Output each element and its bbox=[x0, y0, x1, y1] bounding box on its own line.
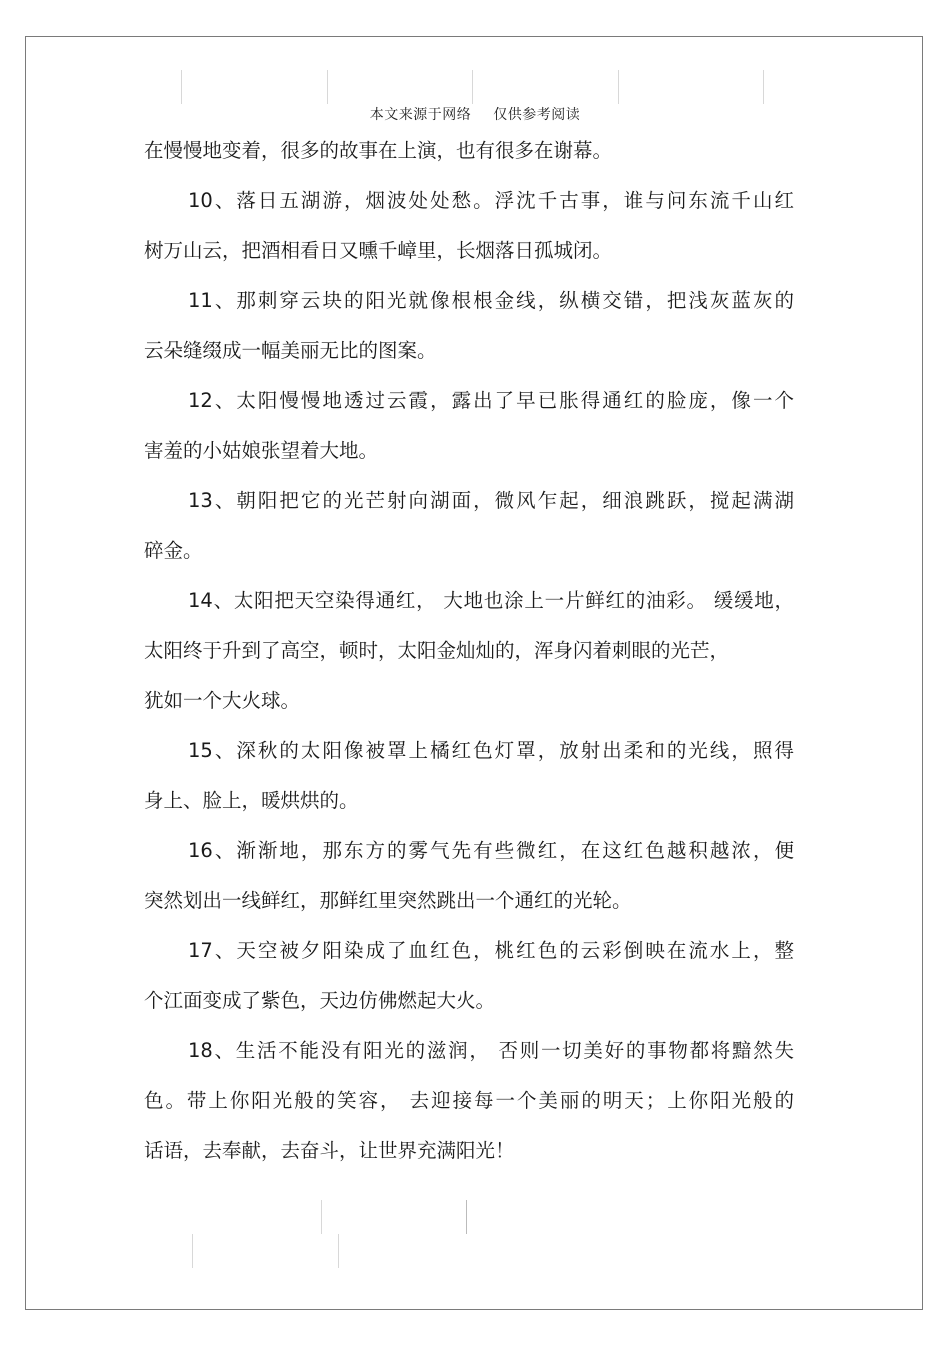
text-line: 话语，去奉献，去奋斗，让世界充满阳光！ bbox=[144, 1139, 515, 1162]
text-line: 17、天空被夕阳染成了血红色，桃红色的云彩倒映在流水上，整 bbox=[188, 939, 794, 962]
text-line: 犹如一个大火球。 bbox=[144, 689, 301, 712]
text-line: 12、太阳慢慢地透过云霞，露出了早已胀得通红的脸庞，像一个 bbox=[188, 389, 794, 412]
tick-mark bbox=[618, 70, 619, 104]
text-line: 害羞的小姑娘张望着大地。 bbox=[144, 439, 379, 462]
text-line: 10、落日五湖游，烟波处处愁。浮沈千古事，谁与问东流千山红 bbox=[188, 189, 794, 212]
tick-mark bbox=[181, 70, 182, 104]
page-header bbox=[0, 104, 950, 124]
text-line: 在慢慢地变着，很多的故事在上演，也有很多在谢幕。 bbox=[144, 139, 613, 162]
text-line: 个江面变成了紫色，天边仿佛燃起大火。 bbox=[144, 989, 496, 1012]
text-line: 云朵缝缀成一幅美丽无比的图案。 bbox=[144, 339, 437, 362]
text-line: 树万山云，把酒相看日又曛千嶂里，长烟落日孤城闭。 bbox=[144, 239, 613, 262]
text-line: 突然划出一线鲜红，那鲜红里突然跳出一个通红的光轮。 bbox=[144, 889, 632, 912]
text-line: 13、朝阳把它的光芒射向湖面，微风乍起，细浪跳跃，搅起满湖 bbox=[188, 489, 794, 512]
text-line: 15、深秋的太阳像被罩上橘红色灯罩，放射出柔和的光线，照得 bbox=[188, 739, 794, 762]
tick-mark bbox=[472, 70, 473, 104]
document-body bbox=[144, 132, 794, 1182]
header-source-note: 本文来源于网络 bbox=[369, 107, 472, 123]
text-line: 碎金。 bbox=[144, 539, 203, 562]
tick-mark bbox=[321, 1200, 322, 1234]
tick-mark bbox=[338, 1234, 339, 1268]
tick-mark bbox=[192, 1234, 193, 1268]
tick-mark bbox=[466, 1200, 467, 1234]
text-line: 14、太阳把天空染得通红， 大地也涂上一片鲜红的油彩。 缓缓地， bbox=[188, 589, 794, 612]
text-line: 色。带上你阳光般的笑容， 去迎接每一个美丽的明天；上你阳光般的 bbox=[144, 1089, 794, 1112]
text-line: 18、生活不能没有阳光的滋润， 否则一切美好的事物都将黯然失 bbox=[188, 1039, 794, 1062]
text-line: 16、渐渐地，那东方的雾气先有些微红，在这红色越积越浓，便 bbox=[188, 839, 794, 862]
text-line: 11、那刺穿云块的阳光就像根根金线，纵横交错，把浅灰蓝灰的 bbox=[188, 289, 794, 312]
tick-mark bbox=[327, 70, 328, 104]
header-reference-note: 仅供参考阅读 bbox=[493, 107, 581, 123]
text-line: 太阳终于升到了高空，顿时，太阳金灿灿的，浑身闪着刺眼的光芒， bbox=[144, 639, 730, 662]
tick-mark bbox=[763, 70, 764, 104]
text-line: 身上、脸上，暖烘烘的。 bbox=[144, 789, 359, 812]
